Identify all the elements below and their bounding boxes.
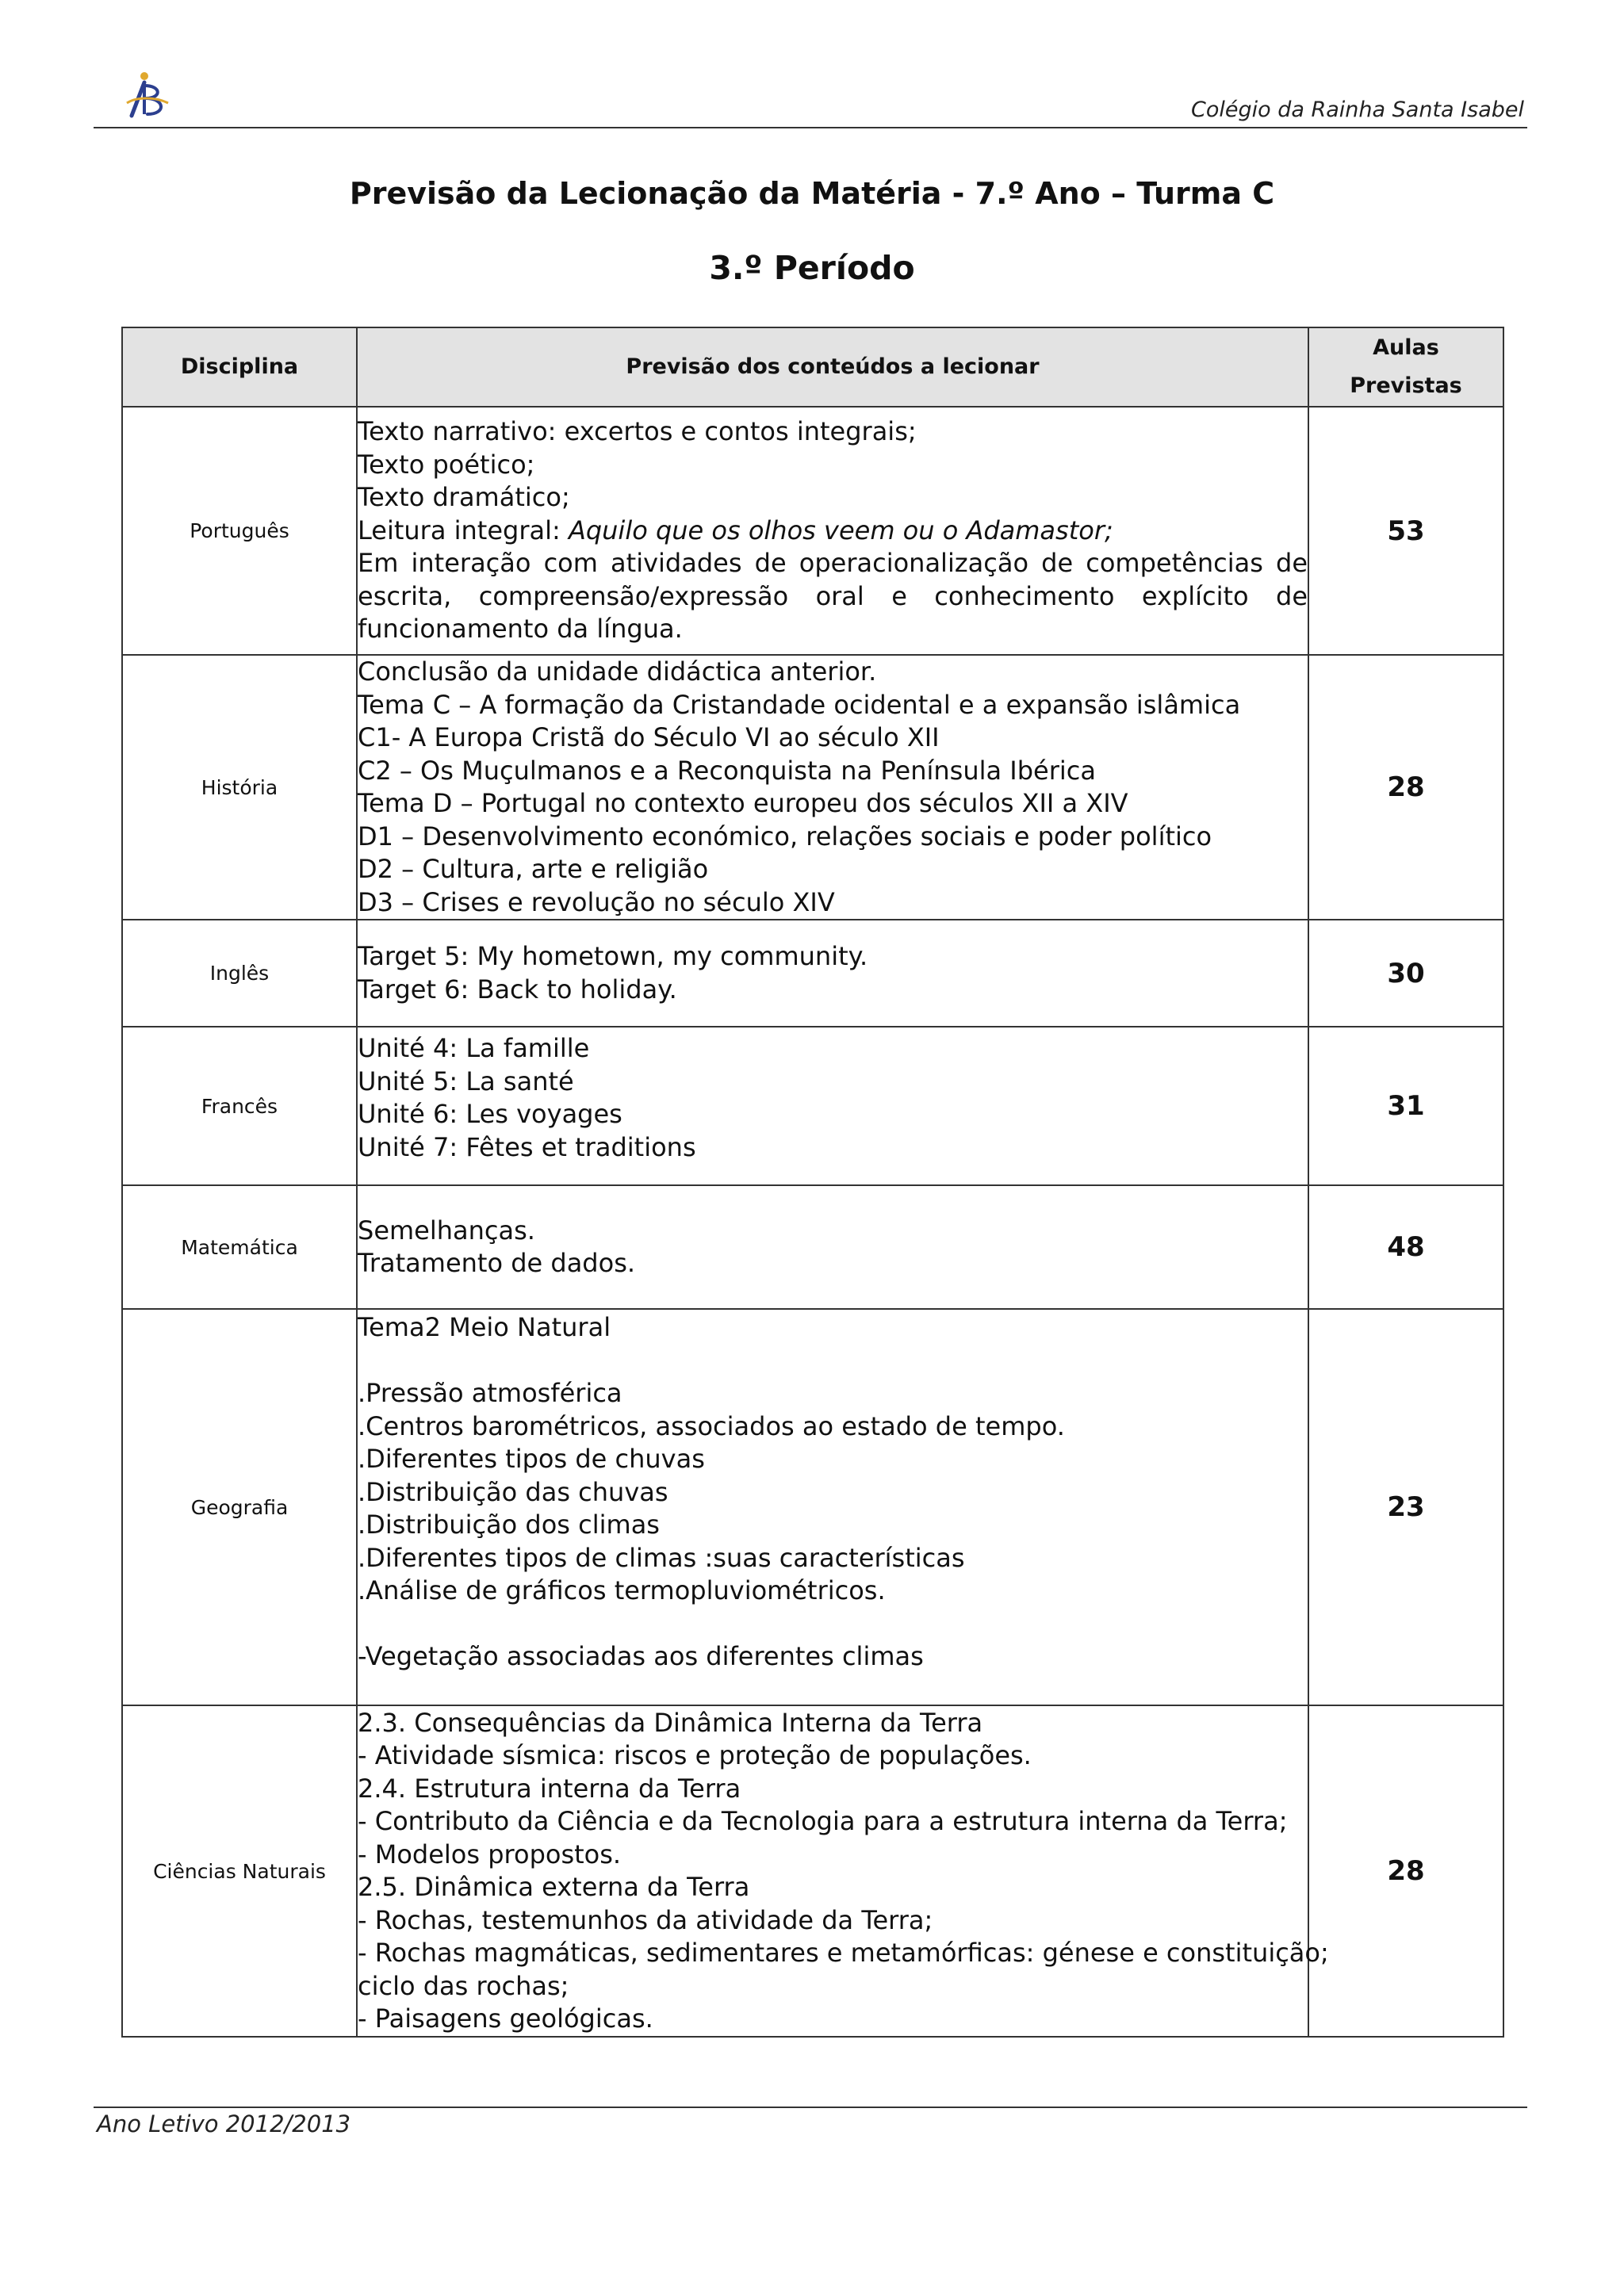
header-subject: Disciplina: [122, 327, 357, 407]
subject-cell: Francês: [122, 1027, 357, 1185]
header-lessons: [1308, 327, 1503, 407]
content-line: 2.4. Estrutura interna da Terra: [358, 1773, 741, 1804]
content-line: [358, 515, 1308, 548]
blank-line: [358, 1608, 1308, 1641]
lessons-cell: 23: [1308, 1309, 1503, 1705]
content-line: - Rochas magmáticas, sedimentares e metamórficas: génese e constituição;: [358, 1938, 1329, 1968]
lessons-cell: 30: [1308, 920, 1503, 1027]
subject-cell: Matemática: [122, 1185, 357, 1309]
content-line: Em interação com atividades de operacionalização de competências de: [358, 548, 1308, 579]
school-logo-icon: [121, 68, 176, 122]
page-header: [94, 62, 1527, 128]
table-row: [122, 920, 1503, 1027]
table-row: [122, 1027, 1503, 1185]
content-line: .Diferentes tipos de chuvas: [358, 1444, 705, 1474]
content-line: Tema D – Portugal no contexto europeu dos séculos XII a XIV: [358, 788, 1128, 818]
school-name: Colégio da Rainha Santa Isabel: [1191, 98, 1524, 122]
header-content: Previsão dos conteúdos a lecionar: [357, 327, 1308, 407]
subject-cell: Inglês: [122, 920, 357, 1027]
content-line: D2 – Cultura, arte e religião: [358, 854, 709, 884]
content-line: funcionamento da língua.: [358, 614, 683, 645]
header-lessons-line2: Previstas: [1350, 373, 1462, 398]
content-line: Semelhanças.: [358, 1215, 535, 1246]
content-line: - Rochas, testemunhos da atividade da Terra;: [358, 1904, 933, 1935]
content-line: C2 – Os Muçulmanos e a Reconquista na Península Ibérica: [358, 755, 1096, 786]
table-row: [122, 407, 1503, 655]
table-row: [122, 1705, 1503, 2037]
content-line: Texto poético;: [358, 449, 535, 480]
content-line: Unité 7: Fêtes et traditions: [358, 1131, 696, 1162]
content-line: ciclo das rochas;: [358, 1970, 569, 2001]
content-line: Target 6: Back to holiday.: [358, 974, 677, 1004]
lessons-cell: 28: [1308, 1705, 1503, 2037]
content-line: 2.5. Dinâmica externa da Terra: [358, 1872, 750, 1902]
content-line: - Modelos propostos.: [358, 1839, 622, 1869]
content-line: C1- A Europa Cristã do Século VI ao século XII: [358, 722, 940, 752]
content-line: Unité 4: La famille: [358, 1033, 590, 1063]
content-line: - Contributo da Ciência e da Tecnologia para a estrutura interna da Terra;: [358, 1806, 1288, 1836]
content-cell: [357, 1185, 1308, 1309]
content-cell: [357, 1027, 1308, 1185]
table-row: [122, 1309, 1503, 1705]
content-line: Target 5: My hometown, my community.: [358, 941, 868, 971]
period-title: 3.º Período: [709, 249, 915, 287]
header-lessons-line1: Aulas: [1373, 335, 1439, 360]
content-cell: [357, 407, 1308, 655]
lesson-plan-table: [121, 327, 1504, 2038]
content-line: .Distribuição das chuvas: [358, 1476, 668, 1507]
content-line: Unité 5: La santé: [358, 1066, 574, 1096]
lessons-cell: 53: [1308, 407, 1503, 655]
content-line: -Vegetação associadas aos diferentes climas: [358, 1641, 924, 1671]
content-line: .Centros barométricos, associados ao estado de tempo.: [358, 1410, 1065, 1441]
content-line: Texto narrativo: excertos e contos integrais;: [358, 416, 917, 447]
footer-divider: [94, 2107, 1527, 2108]
subject-cell: História: [122, 655, 357, 920]
book-title: Aquilo que os olhos veem ou o Adamastor;: [568, 515, 1113, 545]
content-cell: [357, 1309, 1308, 1705]
lessons-cell: 48: [1308, 1185, 1503, 1309]
content-line: Tema C – A formação da Cristandade ocidental e a expansão islâmica: [358, 689, 1241, 720]
content-line: Texto dramático;: [358, 482, 570, 513]
table-row: [122, 655, 1503, 920]
content-line-prefix: Leitura integral:: [358, 515, 569, 545]
content-line: - Atividade sísmica: riscos e proteção de populações.: [358, 1740, 1032, 1770]
content-line: .Diferentes tipos de climas :suas características: [358, 1542, 965, 1573]
lessons-cell: 31: [1308, 1027, 1503, 1185]
content-cell: [357, 920, 1308, 1027]
table-header-row: [122, 327, 1503, 407]
content-line: D3 – Crises e revolução no século XIV: [358, 886, 835, 917]
content-line: Conclusão da unidade didáctica anterior.: [358, 656, 877, 687]
subject-cell: Português: [122, 407, 357, 655]
subject-cell: Ciências Naturais: [122, 1705, 357, 2037]
content-line: D1 – Desenvolvimento económico, relações sociais e poder político: [358, 821, 1212, 851]
content-cell: [357, 655, 1308, 920]
content-line: Unité 6: Les voyages: [358, 1099, 622, 1129]
content-line: escrita, compreensão/expressão oral e conhecimento explícito de: [358, 580, 1308, 611]
table-row: [122, 1185, 1503, 1309]
content-line: - Paisagens geológicas.: [358, 2003, 653, 2034]
subject-cell: Geografia: [122, 1309, 357, 1705]
school-year: Ano Letivo 2012/2013: [97, 2110, 351, 2137]
content-cell: [357, 1705, 1329, 2037]
blank-line: [358, 1345, 1308, 1378]
content-line: .Distribuição dos climas: [358, 1510, 660, 1540]
content-line: .Pressão atmosférica: [358, 1378, 622, 1408]
content-line: .Análise de gráficos termopluviométricos.: [358, 1575, 886, 1605]
document-title: Previsão da Lecionação da Matéria - 7.º Ano – Turma C: [349, 176, 1275, 211]
content-line: Tratamento de dados.: [358, 1248, 636, 1278]
content-line: 2.3. Consequências da Dinâmica Interna da Terra: [358, 1707, 983, 1738]
lessons-cell: 28: [1308, 655, 1503, 920]
content-line: Tema2 Meio Natural: [358, 1312, 611, 1342]
